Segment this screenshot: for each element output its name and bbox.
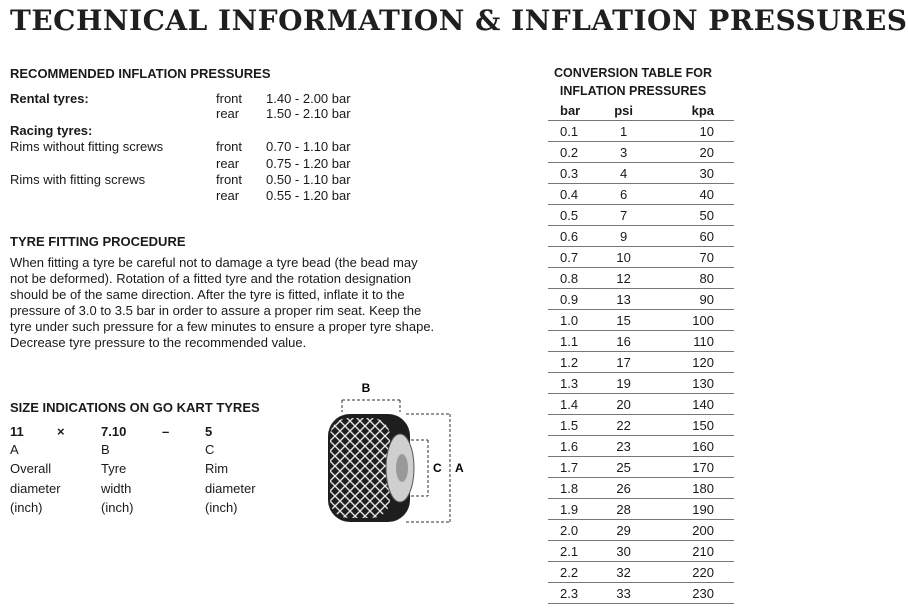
kpa-value: 80 xyxy=(651,268,734,289)
psi-value: 29 xyxy=(596,520,650,541)
pressure-position: rear xyxy=(216,188,240,203)
size-desc-b-3: (inch) xyxy=(101,500,134,515)
size-desc-b-1: Tyre xyxy=(101,461,127,476)
inflation-heading: RECOMMENDED INFLATION PRESSURES xyxy=(10,66,271,81)
table-row xyxy=(548,499,734,520)
conversion-table xyxy=(548,101,734,604)
kpa-value: 170 xyxy=(651,457,734,478)
kpa-value: 100 xyxy=(651,310,734,331)
fitting-paragraph xyxy=(10,255,480,351)
table-row xyxy=(548,457,734,478)
rims-without-screws-label: Rims without fitting screws xyxy=(10,139,164,154)
bar-value: 1.7 xyxy=(548,457,596,478)
dash-sign: – xyxy=(162,424,170,439)
table-row xyxy=(548,289,734,310)
conversion-title xyxy=(548,64,718,100)
conversion-title-line: CONVERSION TABLE FOR xyxy=(553,66,713,80)
fitting-line: pressure of 3.0 to 3.5 bar in order to assure a proper rim seat. Keep the xyxy=(10,303,422,318)
bar-value: 1.5 xyxy=(548,415,596,436)
bar-value: 1.4 xyxy=(548,394,596,415)
bar-value: 1.3 xyxy=(548,373,596,394)
kpa-value: 140 xyxy=(651,394,734,415)
size-desc-a-3: (inch) xyxy=(10,500,43,515)
psi-value: 28 xyxy=(596,499,650,520)
table-row xyxy=(548,247,734,268)
kpa-value: 230 xyxy=(651,583,734,604)
kpa-value: 190 xyxy=(651,499,734,520)
size-desc-c-2: diameter xyxy=(205,481,256,496)
table-row xyxy=(548,142,734,163)
table-row xyxy=(548,478,734,499)
bar-value: 0.1 xyxy=(548,121,596,142)
psi-value: 25 xyxy=(596,457,650,478)
table-row xyxy=(548,184,734,205)
fitting-line: When fitting a tyre be careful not to damage a tyre bead (the bead may xyxy=(10,255,418,270)
pressure-position: front xyxy=(216,139,243,154)
diagram-label-a: A xyxy=(455,461,464,475)
fitting-heading: TYRE FITTING PROCEDURE xyxy=(10,234,186,249)
header-psi: psi xyxy=(596,101,650,121)
table-row xyxy=(548,352,734,373)
psi-value: 23 xyxy=(596,436,650,457)
size-value-b: 7.10 xyxy=(101,424,127,439)
size-desc-b-2: width xyxy=(101,481,132,496)
kpa-value: 50 xyxy=(651,205,734,226)
table-row xyxy=(548,436,734,457)
rental-tyres-label: Rental tyres: xyxy=(10,91,89,106)
fitting-line: Decrease tyre pressure to the recommended value. xyxy=(10,335,307,350)
table-header-row xyxy=(548,101,734,121)
racing-tyres-label: Racing tyres: xyxy=(10,123,93,138)
bar-value: 2.2 xyxy=(548,562,596,583)
bar-value: 0.4 xyxy=(548,184,596,205)
psi-value: 16 xyxy=(596,331,650,352)
tyre-diagram xyxy=(300,376,480,526)
conversion-title-line: INFLATION PRESSURES xyxy=(559,84,707,98)
kpa-value: 150 xyxy=(651,415,734,436)
rim-hub xyxy=(396,454,408,482)
header-kpa: kpa xyxy=(651,101,734,121)
pressure-position: front xyxy=(216,91,243,106)
psi-value: 9 xyxy=(596,226,650,247)
size-value-c: 5 xyxy=(205,424,213,439)
size-heading: SIZE INDICATIONS ON GO KART TYRES xyxy=(10,400,260,415)
size-desc-c-1: Rim xyxy=(205,461,229,476)
table-row xyxy=(548,121,734,142)
table-row xyxy=(548,310,734,331)
table-row xyxy=(548,373,734,394)
pressure-value: 1.40 - 2.00 bar xyxy=(266,91,351,106)
bar-value: 0.9 xyxy=(548,289,596,310)
size-letter-b: B xyxy=(101,442,110,457)
bar-value: 2.3 xyxy=(548,583,596,604)
fitting-line: not be deformed). Rotation of a fitted tyre and the rotation designation xyxy=(10,271,412,286)
pressure-value: 0.75 - 1.20 bar xyxy=(266,156,351,171)
table-row xyxy=(548,268,734,289)
psi-value: 33 xyxy=(596,583,650,604)
kpa-value: 60 xyxy=(651,226,734,247)
psi-value: 7 xyxy=(596,205,650,226)
psi-value: 20 xyxy=(596,394,650,415)
fitting-line: tyre under such pressure for a few minutes to ensure a proper tyre shape. xyxy=(10,319,435,334)
kpa-value: 20 xyxy=(651,142,734,163)
table-row xyxy=(548,205,734,226)
kpa-value: 30 xyxy=(651,163,734,184)
conversion-table-body xyxy=(548,121,734,604)
pressure-value: 0.50 - 1.10 bar xyxy=(266,172,351,187)
table-row xyxy=(548,331,734,352)
page-title: TECHNICAL INFORMATION & INFLATION PRESSURES xyxy=(10,4,908,37)
kpa-value: 220 xyxy=(651,562,734,583)
table-row xyxy=(548,520,734,541)
bar-value: 2.0 xyxy=(548,520,596,541)
psi-value: 32 xyxy=(596,562,650,583)
pressure-value: 0.55 - 1.20 bar xyxy=(266,188,351,203)
bar-value: 1.9 xyxy=(548,499,596,520)
header-bar: bar xyxy=(548,101,596,121)
kpa-value: 10 xyxy=(651,121,734,142)
size-letter-a: A xyxy=(10,442,19,457)
bar-value: 2.1 xyxy=(548,541,596,562)
psi-value: 6 xyxy=(596,184,650,205)
psi-value: 10 xyxy=(596,247,650,268)
bar-value: 0.6 xyxy=(548,226,596,247)
bar-value: 1.0 xyxy=(548,310,596,331)
pressure-position: rear xyxy=(216,106,240,121)
table-row xyxy=(548,562,734,583)
psi-value: 3 xyxy=(596,142,650,163)
table-row xyxy=(548,394,734,415)
kpa-value: 90 xyxy=(651,289,734,310)
kpa-value: 110 xyxy=(651,331,734,352)
psi-value: 30 xyxy=(596,541,650,562)
kpa-value: 200 xyxy=(651,520,734,541)
psi-value: 17 xyxy=(596,352,650,373)
psi-value: 22 xyxy=(596,415,650,436)
pressure-position: rear xyxy=(216,156,240,171)
diagram-label-b: B xyxy=(361,381,371,395)
rims-with-screws-label: Rims with fitting screws xyxy=(10,172,146,187)
bar-value: 1.1 xyxy=(548,331,596,352)
table-row xyxy=(548,163,734,184)
kpa-value: 210 xyxy=(651,541,734,562)
bar-value: 0.3 xyxy=(548,163,596,184)
pressure-position: front xyxy=(216,172,243,187)
table-row xyxy=(548,583,734,604)
bar-value: 0.7 xyxy=(548,247,596,268)
kpa-value: 70 xyxy=(651,247,734,268)
table-row xyxy=(548,541,734,562)
pressure-value: 0.70 - 1.10 bar xyxy=(266,139,351,154)
psi-value: 26 xyxy=(596,478,650,499)
bar-value: 0.2 xyxy=(548,142,596,163)
bar-value: 1.6 xyxy=(548,436,596,457)
kpa-value: 40 xyxy=(651,184,734,205)
pressure-value: 1.50 - 2.10 bar xyxy=(266,106,351,121)
bar-value: 1.2 xyxy=(548,352,596,373)
psi-value: 13 xyxy=(596,289,650,310)
kpa-value: 160 xyxy=(651,436,734,457)
psi-value: 15 xyxy=(596,310,650,331)
diagram-label-c: C xyxy=(433,461,442,475)
psi-value: 19 xyxy=(596,373,650,394)
table-row xyxy=(548,226,734,247)
size-desc-c-3: (inch) xyxy=(205,500,238,515)
kpa-value: 120 xyxy=(651,352,734,373)
size-desc-a-2: diameter xyxy=(10,481,61,496)
fitting-line: should be of the same direction. After the tyre is fitted, inflate it to the xyxy=(10,287,405,302)
kpa-value: 130 xyxy=(651,373,734,394)
size-letter-c: C xyxy=(205,442,215,457)
size-value-a: 11 xyxy=(10,424,24,439)
table-row xyxy=(548,415,734,436)
psi-value: 12 xyxy=(596,268,650,289)
bar-value: 0.8 xyxy=(548,268,596,289)
psi-value: 4 xyxy=(596,163,650,184)
bar-value: 1.8 xyxy=(548,478,596,499)
psi-value: 1 xyxy=(596,121,650,142)
size-desc-a-1: Overall xyxy=(10,461,52,476)
tyre-tread xyxy=(330,418,390,518)
bar-value: 0.5 xyxy=(548,205,596,226)
times-sign: × xyxy=(57,424,65,439)
kpa-value: 180 xyxy=(651,478,734,499)
